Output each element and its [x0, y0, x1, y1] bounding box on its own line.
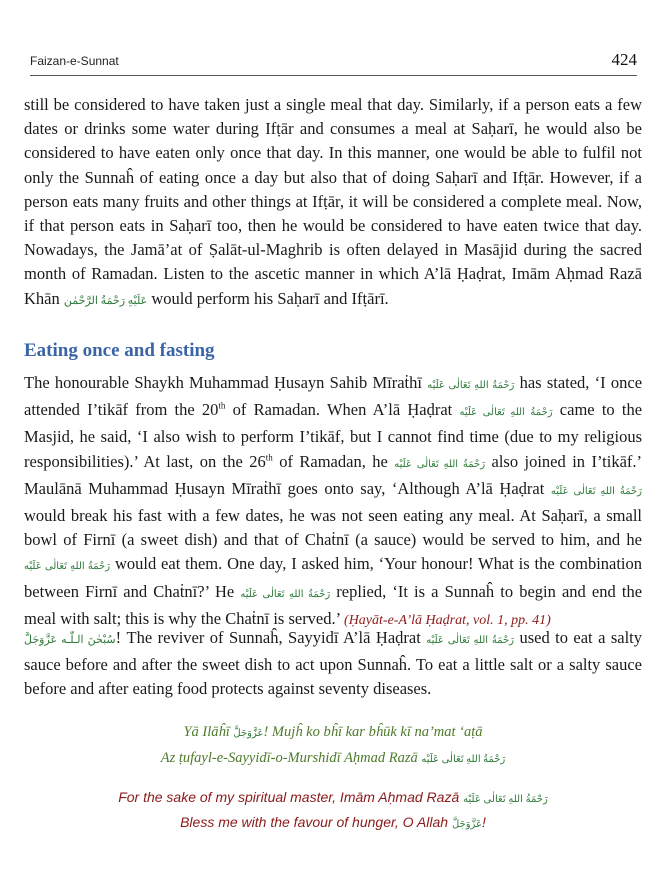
- paragraph-text: of Ramadan. When A’lā Ḥaḍrat: [232, 400, 453, 420]
- couplet-translation: [24, 786, 642, 836]
- paragraph-text: would break his fast with a few dates, he was not seen eating any meal. At Saḥarī, a small bowl of Firnī (a sweet dish) and that of Chaṫnī (a sauce) would be served to him, and he: [24, 506, 642, 550]
- honorific-dua: رَحْمَةُ اللهِ تَعَالٰى عَلَيْه: [421, 754, 506, 765]
- honorific-dua: رَحْمَةُ اللهِ تَعَالٰى عَلَيْه: [427, 380, 515, 391]
- honorific-dua: عَزَّوَجَلَّ: [233, 728, 264, 739]
- paragraph-text: ! The reviver of Sunnaĥ, Sayyidī A’lā Ḥaḍrat: [115, 628, 421, 647]
- paragraph-text: came to the Masjid, he said, ‘I also wish to perform I’tikāf, but I cannot find time (due to my religious responsibilities).’ At last, on the 26: [24, 400, 643, 471]
- paragraph-text: has stated, ‘I once attended I’tikāf from the 20: [24, 373, 643, 420]
- section-paragraph: [24, 371, 642, 633]
- honorific-dua: رَحْمَةُ اللهِ تَعَالٰى عَلَيْه: [459, 407, 553, 419]
- couplet-line-2: [24, 746, 642, 772]
- translation-line-2: [24, 811, 642, 836]
- citation: (Ḥayāt-e-A’lā Ḥaḍrat, vol. 1, pp. 41): [344, 612, 551, 628]
- translation-line-1: [24, 786, 642, 811]
- verse-text: For the sake of my spiritual master, Imām Aḥmad Razā: [118, 789, 460, 805]
- subhan-allah-dua: سُبْحٰنَ الـلّٰـه عَزَّوَجَلَّ: [24, 634, 116, 646]
- section-heading: Eating once and fasting: [24, 340, 215, 361]
- closing-paragraph: [24, 626, 642, 702]
- verse-text: Bless me with the favour of hunger, O Allah: [180, 814, 449, 830]
- paragraph-text: still be considered to have taken just a single meal that day. Similarly, if a person eats a few dates or drinks some water during Ifṭār and consumes a meal at Saḥarī, he would also be considered to have eaten only once that day. In this manner, one would be able to fulfil not only the Sunnaĥ of eating once a day but also that of doing Saḥarī and Ifṭār. However, if a person eats many fruits and other things at Ifṭār, it will be considered a complete meal. Now, if that person eats in Saḥarī too, then he would be considered to have eaten twice that day. Nowadays, the Jamā’at of Ṣalāt-ul-Maghrib is often delayed in Masājid during the sacred month of Ramadan. Listen to the ascetic manner in which A’lā Ḥaḍrat, Imām Aḥmad Razā Khān: [24, 95, 642, 308]
- opening-paragraph: [24, 93, 642, 313]
- verse-text: Az ṭufayl-e-Sayyidī-o-Murshidī Aḥmad Razā: [160, 750, 418, 766]
- couplet-urdu: [24, 720, 642, 772]
- paragraph-text: would eat them. One day, I asked him, ‘Your honour! What is the combination between Firnī and Chaṫnī?’ He: [24, 554, 643, 601]
- ordinal-suffix: th: [218, 400, 226, 411]
- honorific-dua: رَحْمَةُ اللهِ تَعَالٰى عَلَيْه: [24, 561, 111, 573]
- paragraph-text: also joined in I’tikāf.’ Maulānā Muhammad Ḥusayn Mīraṫhī goes onto say, ‘Although A’lā Ḥaḍrat: [24, 451, 643, 498]
- ordinal-suffix: th: [265, 452, 273, 463]
- honorific-dua: عَزَّوَجَلَّ: [451, 819, 483, 830]
- verse-text: !: [482, 814, 486, 830]
- verse-text: ! Mujĥ ko bĥī kar bĥūk kī na’mat ‘aṭā: [263, 724, 483, 740]
- running-header-title: Faizan-e-Sunnat: [30, 54, 119, 68]
- honorific-dua: رَحْمَةُ اللهِ تَعَالٰى عَلَيْه: [240, 588, 331, 600]
- honorific-dua: عَلَيْهِ رَحْمَةُ الرَّحْمٰن: [63, 294, 148, 307]
- honorific-dua: رَحْمَةُ اللهِ تَعَالٰى عَلَيْه: [550, 485, 643, 497]
- honorific-dua: رَحْمَةُ اللهِ تَعَالٰى عَلَيْه: [463, 794, 548, 805]
- verse-text: Yā Ilāĥī: [183, 724, 230, 740]
- paragraph-text: replied, ‘It is a Sunnaĥ to begin and end the meal with salt; this is why the Chaṫnī is served.’: [24, 581, 643, 628]
- page-number: 424: [611, 50, 637, 69]
- paragraph-text: of Ramadan, he: [279, 451, 388, 471]
- couplet-line-1: [24, 720, 642, 746]
- paragraph-text: The honourable Shaykh Muhammad Ḥusayn Sahib Mīraṫhī: [24, 373, 422, 392]
- paragraph-text: used to eat a salty sauce before and after the sweet dish to act upon Sunnaĥ. To eat a little salt or a salty sauce before and after eating food protects against seventy diseases.: [24, 628, 642, 699]
- honorific-dua: رَحْمَةُ اللهِ تَعَالٰى عَلَيْه: [426, 635, 515, 646]
- paragraph-text: would perform his Saḥarī and Ifṭārī.: [151, 288, 389, 308]
- honorific-dua: رَحْمَةُ اللهِ تَعَالٰى عَلَيْه: [394, 458, 486, 470]
- header-rule: [30, 75, 637, 76]
